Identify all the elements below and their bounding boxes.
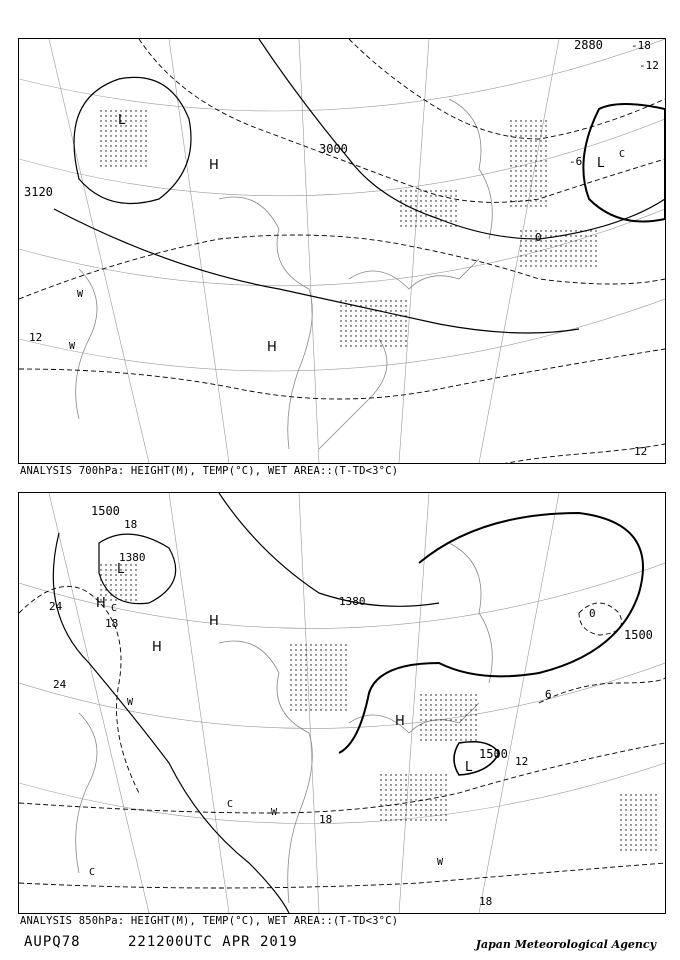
wet-area-stipple bbox=[99, 563, 659, 853]
wet-area-stipple bbox=[99, 109, 599, 349]
map-850hpa bbox=[19, 493, 665, 913]
temp-label: 18 bbox=[105, 617, 119, 630]
low-center: L bbox=[118, 113, 126, 128]
agency-name: Japan Meteorological Agency bbox=[475, 938, 656, 951]
temp-label: 18 bbox=[319, 813, 333, 826]
caption-850hpa: ANALYSIS 850hPa: HEIGHT(M), TEMP(°C), WET AREA::(T-TD<3°C) bbox=[20, 915, 399, 927]
map-700hpa bbox=[19, 39, 665, 463]
temp-label: 24 bbox=[53, 678, 67, 691]
high-center: H bbox=[209, 614, 219, 629]
height-label: 1380 bbox=[339, 595, 366, 608]
low-center: L bbox=[597, 156, 605, 171]
high-center: H bbox=[152, 640, 162, 655]
temp-label: 12 bbox=[29, 331, 43, 344]
temp-label: 0 bbox=[589, 607, 596, 620]
warm-marker: W bbox=[69, 341, 76, 352]
temp-label: -18 bbox=[631, 39, 651, 52]
height-label: 3000 bbox=[319, 142, 348, 156]
height-label: 1380 bbox=[119, 551, 146, 564]
high-center: H bbox=[209, 158, 219, 173]
low-center: L bbox=[465, 760, 473, 775]
height-label: 1500 bbox=[479, 747, 508, 761]
warm-marker: W bbox=[127, 697, 134, 708]
isotherms bbox=[19, 586, 665, 888]
cold-marker: C bbox=[111, 603, 118, 614]
map-panel-700hpa bbox=[18, 38, 666, 464]
height-label: 1500 bbox=[624, 628, 653, 642]
warm-marker: W bbox=[437, 857, 444, 868]
temp-label: 18 bbox=[124, 518, 138, 531]
cold-marker: C bbox=[89, 867, 96, 878]
temp-label: -12 bbox=[639, 59, 659, 72]
warm-marker: W bbox=[77, 289, 84, 300]
valid-time: 221200UTC APR 2019 bbox=[128, 934, 298, 950]
high-center: H bbox=[395, 714, 405, 729]
high-center: H bbox=[96, 596, 106, 611]
temp-label: 12 bbox=[515, 755, 529, 768]
temp-label: 18 bbox=[479, 895, 493, 908]
cold-marker: C bbox=[227, 799, 234, 810]
temp-label: -6 bbox=[569, 155, 583, 168]
bulletin-code: AUPQ78 bbox=[24, 934, 81, 950]
height-label: 1500 bbox=[91, 504, 120, 518]
map-panel-850hpa bbox=[18, 492, 666, 914]
low-center: L bbox=[117, 562, 125, 577]
height-label: 2880 bbox=[574, 39, 603, 52]
warm-marker: W bbox=[271, 807, 278, 818]
height-label: 3120 bbox=[24, 185, 53, 199]
temp-label: 12 bbox=[634, 445, 648, 458]
caption-700hpa: ANALYSIS 700hPa: HEIGHT(M), TEMP(°C), WET AREA::(T-TD<3°C) bbox=[20, 465, 399, 477]
high-center: H bbox=[267, 340, 277, 355]
temp-label: 24 bbox=[49, 600, 63, 613]
temp-label: 0 bbox=[535, 231, 542, 244]
temp-label: 6 bbox=[545, 688, 552, 701]
cold-marker: C bbox=[619, 149, 626, 160]
